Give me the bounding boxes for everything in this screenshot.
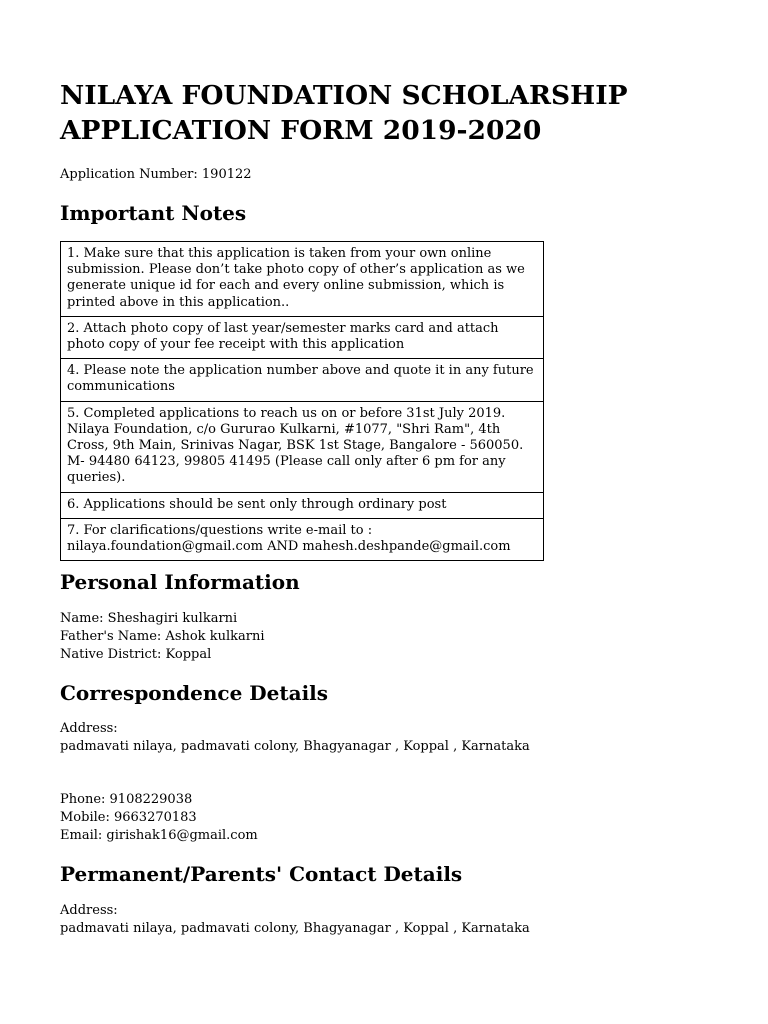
applicant-name: Name: Sheshagiri kulkarni [60, 611, 238, 626]
note-item-6: 6. Applications should be sent only through ordinary post [61, 492, 544, 518]
application-number: Application Number: 190122 [60, 167, 252, 182]
correspondence-phone: Phone: 9108229038 [60, 792, 193, 807]
table-row [61, 359, 544, 401]
correspondence-address-label: Address: [60, 721, 118, 736]
correspondence-address: padmavati nilaya, padmavati colony, Bhagyanagar , Koppal , Karnataka [60, 739, 530, 754]
page-title-line-1: NILAYA FOUNDATION SCHOLARSHIP [60, 80, 628, 111]
correspondence-contact-section [60, 791, 720, 845]
permanent-address: padmavati nilaya, padmavati colony, Bhagyanagar , Koppal , Karnataka [60, 921, 530, 936]
native-district: Native District: Koppal [60, 647, 212, 662]
correspondence-email: Email: girishak16@gmail.com [60, 828, 258, 843]
table-row [61, 316, 544, 358]
correspondence-mobile: Mobile: 9663270183 [60, 810, 197, 825]
note-item-7: 7. For clarifications/questions write e-mail to : nilaya.foundation@gmail.com AND mahesh.deshpande@gmail.com [61, 518, 544, 560]
personal-information-section [60, 610, 720, 664]
permanent-address-section [60, 902, 720, 938]
note-item-4: 4. Please note the application number above and quote it in any future communications [61, 359, 544, 401]
permanent-address-label: Address: [60, 903, 118, 918]
table-row [61, 492, 544, 518]
note-item-1: 1. Make sure that this application is taken from your own online submission. Please don’t take photo copy of other’s application as we generate unique id for each and every online submission, which is printed above in this application.. [61, 242, 544, 317]
table-row [61, 518, 544, 560]
fathers-name: Father's Name: Ashok kulkarni [60, 629, 265, 644]
page-title-line-2: APPLICATION FORM 2019-2020 [60, 115, 542, 146]
permanent-contact-details-heading: Permanent/Parents' Contact Details [60, 862, 463, 886]
important-notes-heading: Important Notes [60, 201, 247, 225]
table-row [61, 401, 544, 492]
page-title [60, 78, 720, 148]
personal-information-heading: Personal Information [60, 570, 300, 594]
note-item-5: 5. Completed applications to reach us on or before 31st July 2019. Nilaya Foundation, c/o Gururao Kulkarni, #1077, "Shri Ram", 4th Cross, 9th Main, Srinivas Nagar, BSK 1st Stage, Bangalore - 560050. M- 94480 64123, 99805 41495 (Please call only after 6 pm for any queries). [61, 401, 544, 492]
correspondence-details-heading: Correspondence Details [60, 681, 329, 705]
table-row [61, 242, 544, 317]
correspondence-address-section [60, 720, 720, 756]
note-item-2: 2. Attach photo copy of last year/semester marks card and attach photo copy of your fee receipt with this application [61, 316, 544, 358]
important-notes-table [60, 241, 544, 561]
